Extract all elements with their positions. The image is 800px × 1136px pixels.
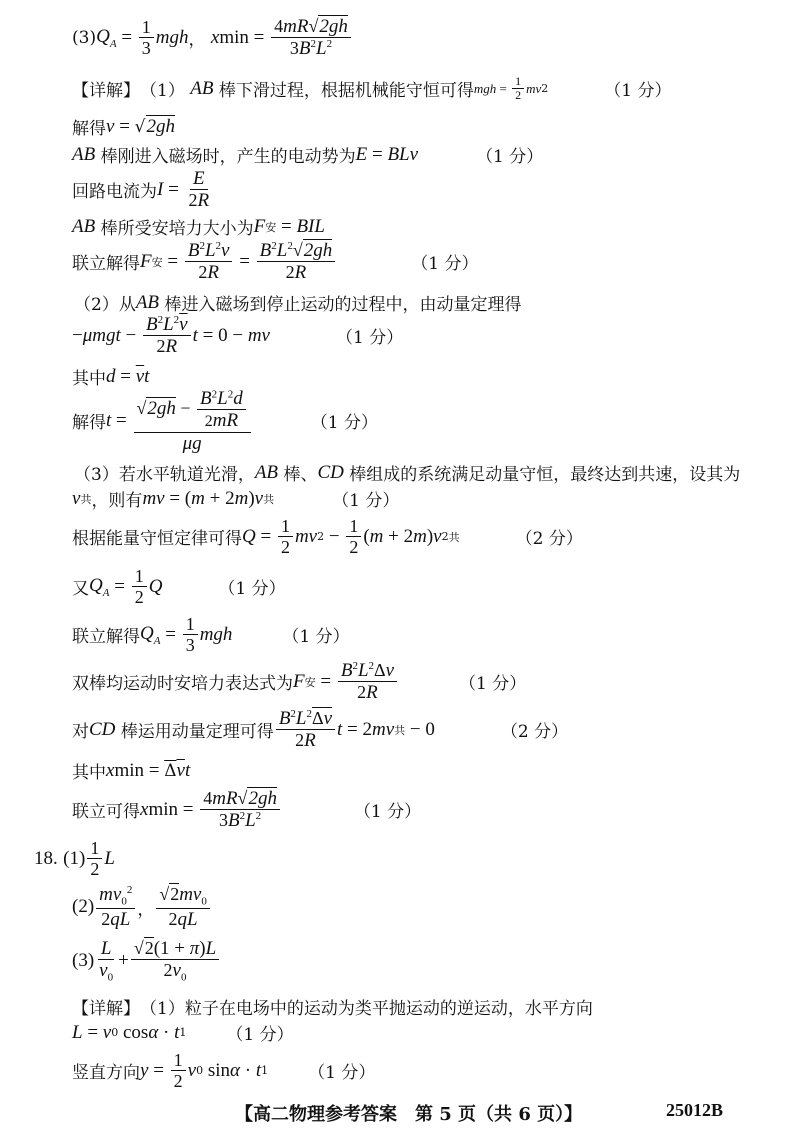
force-line: AB 棒所受安培力大小为 F 安 = BIL [72,215,325,239]
double-force: 双棒均运动时安培力表达式为 F 安 = $\frac{B^2L^2\Delta v}{2R}$ （1 分） [72,660,527,704]
common-velocity: v 共 ，则有 mv = ( m + 2 m ) v 共 （1 分） [72,487,400,511]
qa-half: 又 $Q_A$ = $\frac{1}{2}$ Q （1 分） [72,566,286,608]
current-line: 回路电流为 I = $\frac{E}{2R}$ [72,168,210,212]
q18-answer-2: (2) $mv_0^2$ 2qL ， $√2mv_0$ 2qL [72,884,212,930]
force-result: 联立解得 F 安 = $\frac{B^2L^2v}{2R}$ = $\frac{B^2L^2√2gh}{2R}$ （1 分） [72,240,479,284]
xmin-result: 联立可得 x min = $\frac{4mR√2gh}{3B^2L^2}$ （1 分） [72,788,422,832]
q18-vertical: 竖直方向 y = $\frac{1}{2}$ v 0 sin α · t 1 （1 分） [72,1050,376,1092]
q18-answer-3: (3) L $v_0$ + $\frac{√2(1 + \pi)L}{2v_0}$ [72,938,221,984]
distance-def: 其中 d = $\overline{v}$ t [72,365,150,389]
part2-intro: （2）从 AB 棒进入磁场到停止运动的过程中，由动量定理得 [74,291,522,315]
q17-detail-line: 【详解】 （1） AB 棒下滑过程，根据机械能守恒可得 mgh = $\frac{1}{2}$ mv 2 （1 分） [72,74,672,103]
q18-detail-line: 【详解】 （1）粒子在电场中的运动为类平抛运动的逆运动，水平方向 [72,999,593,1019]
q18-answer-1: 18. (1) 1 2 L [34,838,115,880]
cd-momentum: 对 CD 棒运用动量定理可得 $B^2L^2\Delta v$ 2R t = 2 mv 共 − 0 （2 分） [72,708,569,752]
page-code: 25012B [666,1100,724,1120]
page-footer-title: 【高二物理参考答案 第 5 页（共 6 页）】 [235,1104,583,1125]
solve-t: 解得 t = √2gh − $\frac{B^2L^2d}{2mR}$ μg （1 分） [72,388,378,454]
emf-line: AB 棒刚进入磁场时，产生的电动势为 E = BLv （1 分） [72,143,544,167]
q18-horizontal: L = v 0 cos α · t 1 （1 分） [72,1021,294,1045]
part3-intro: （3）若水平轨道光滑， AB 棒、 CD 棒组成的系统满足动量守恒，最终达到共速，设其为 [74,461,741,485]
momentum-eq: − μmgt − $\frac{B^2L^2\overline{v}}{2R}$ t = 0 − mv （1 分） [72,314,404,358]
qa-result: 联立解得 $Q_A$ = $\frac{1}{3}$ mgh （1 分） [72,614,350,656]
q17-answer-3: (3) $Q_A$ = $\frac{1}{3}$ mgh ， x min = $\frac{4mR√2gh}{3B^2L^2}$ [72,16,353,60]
solve-v: 解得 v = √ 2gh [72,115,175,139]
xmin-def: 其中 x min = Δv t [72,759,191,783]
energy-eq: 根据能量守恒定律可得 Q = $\frac{1}{2}$ mv 2 − $\frac{1}{2}$ ( m + 2 m ) v 2 共 （2 分） [72,516,583,558]
